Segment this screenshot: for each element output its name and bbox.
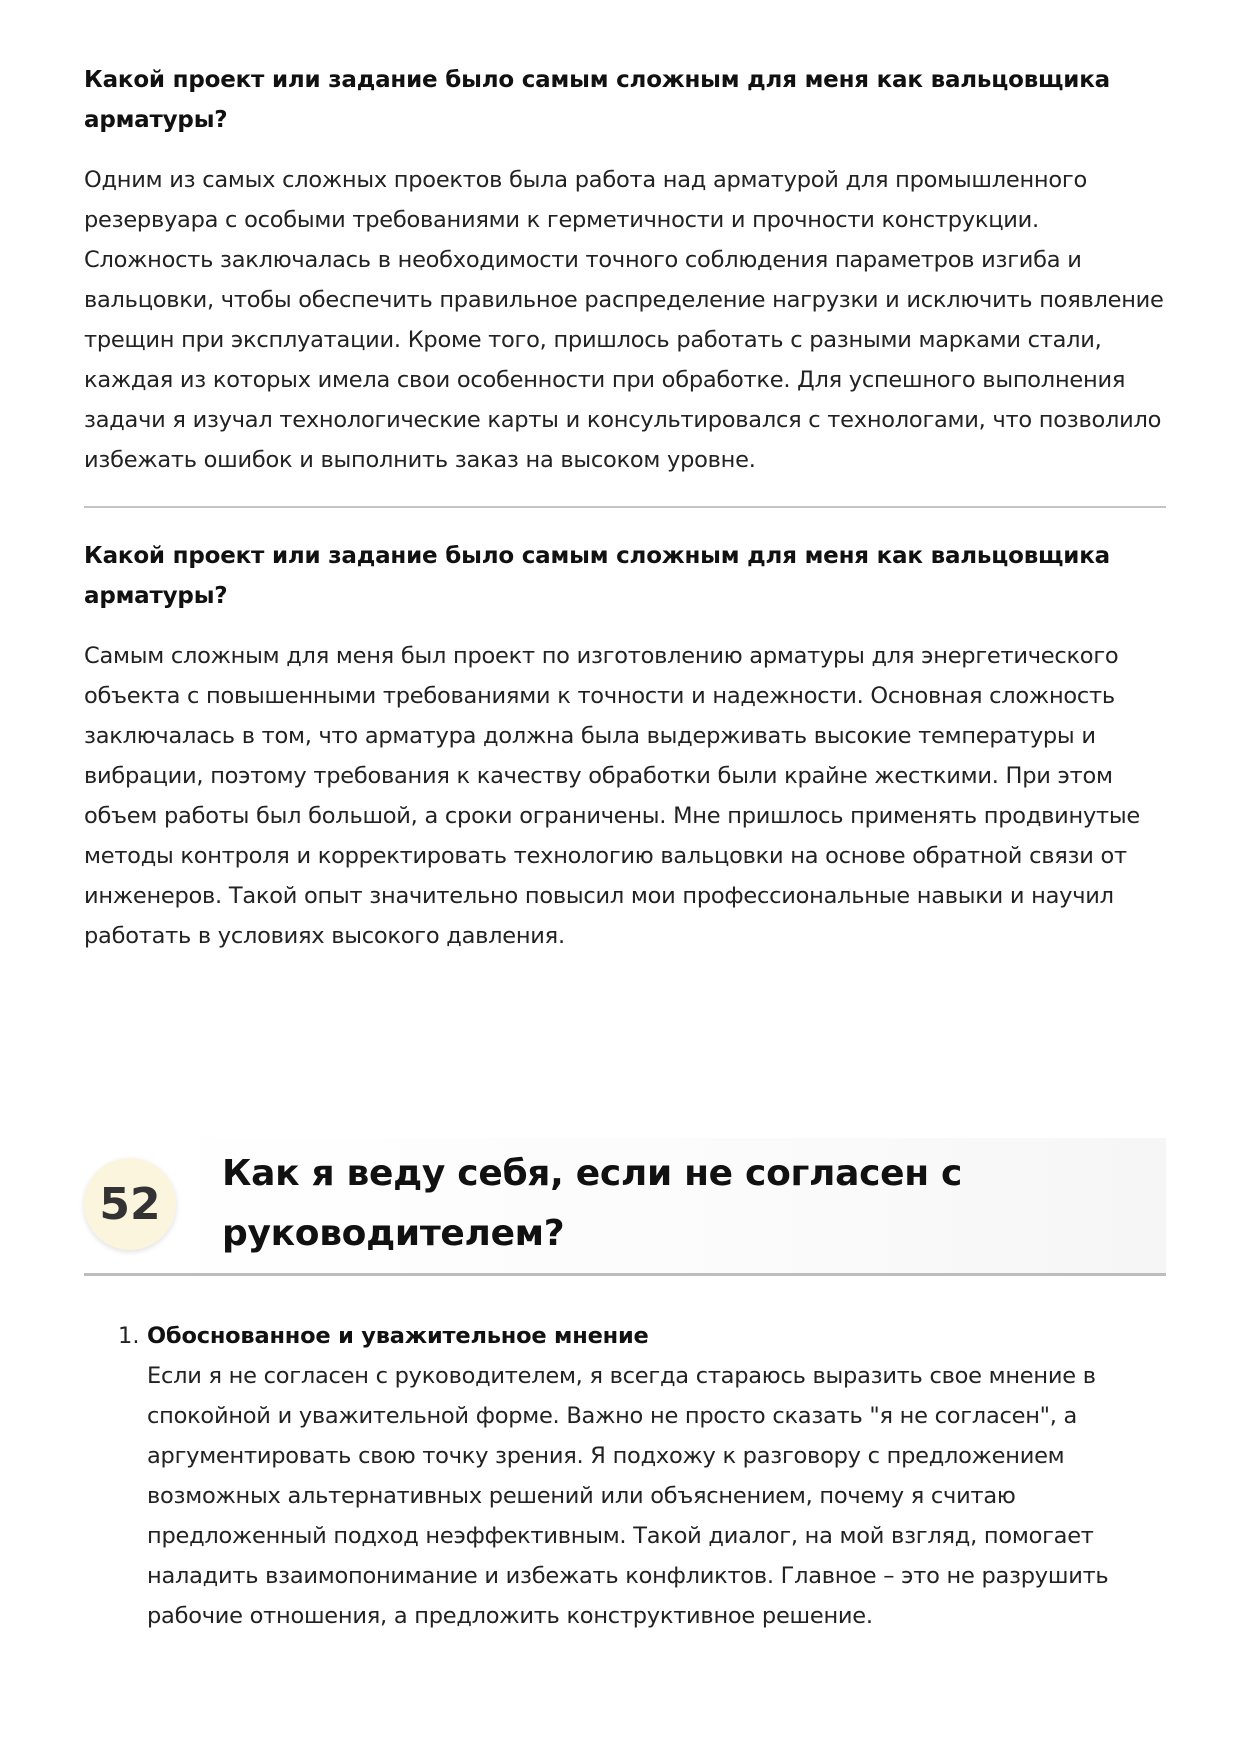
list-item-title: Обоснованное и уважительное мнение [147, 1323, 649, 1349]
section-underline [84, 1273, 1166, 1276]
section-header [84, 1138, 1166, 1276]
qa-block-1 [84, 60, 1166, 480]
qa-content [84, 60, 1166, 956]
question-heading: Какой проект или задание было самым сложным для меня как вальцовщика арматуры? [84, 543, 1110, 609]
answer-paragraph: Одним из самых сложных проектов была работа над арматурой для промышленного резервуара с особыми требованиями к герметичности и прочности конструкции. Сложность заключалась в необходимости точного соблюдения параметров изгиба и вальцовки, чтобы обеспечить правильное распределение нагрузки и исключить появление трещин при эксплуатации. Кроме того, пришлось работать с разными марками стали, каждая из которых имела свои особенности при обработке. Для успешного выполнения задачи я изучал технологические карты и консультировался с технологами, что позволило избежать ошибок и выполнить заказ на высоком уровне. [84, 167, 1164, 473]
list-item-number: 1. [118, 1323, 140, 1349]
section-title: Как я веду себя, если не согласен с руководителем? [222, 1153, 963, 1254]
qa-block-2 [84, 536, 1166, 956]
divider [84, 506, 1166, 508]
list-item-text: Если я не согласен с руководителем, я всегда стараюсь выразить свое мнение в спокойной и уважительной форме. Важно не просто сказать "я не согласен", а аргументировать свою точку зрения. Я подхожу к разговору с предложением возможных альтернативных решений или объяснением, почему я считаю предложенный подход неэффективным. Такой диалог, на мой взгляд, помогает наладить взаимопонимание и избежать конфликтов. Главное – это не разрушить рабочие отношения, а предложить конструктивное решение. [147, 1363, 1109, 1629]
question-heading: Какой проект или задание было самым сложным для меня как вальцовщика арматуры? [84, 67, 1110, 133]
section-number-badge: 52 [84, 1158, 176, 1250]
answer-paragraph: Самым сложным для меня был проект по изготовлению арматуры для энергетического объекта с повышенными требованиями к точности и надежности. Основная сложность заключалась в том, что арматура должна была выдерживать высокие температуры и вибрации, поэтому требования к качеству обработки были крайне жесткими. При этом объем работы был большой, а сроки ограничены. Мне пришлось применять продвинутые методы контроля и корректировать технологию вальцовки на основе обратной связи от инженеров. Такой опыт значительно повысил мои профессиональные навыки и научил работать в условиях высокого давления. [84, 643, 1141, 949]
list-item [84, 1316, 1166, 1636]
numbered-list [84, 1316, 1166, 1636]
